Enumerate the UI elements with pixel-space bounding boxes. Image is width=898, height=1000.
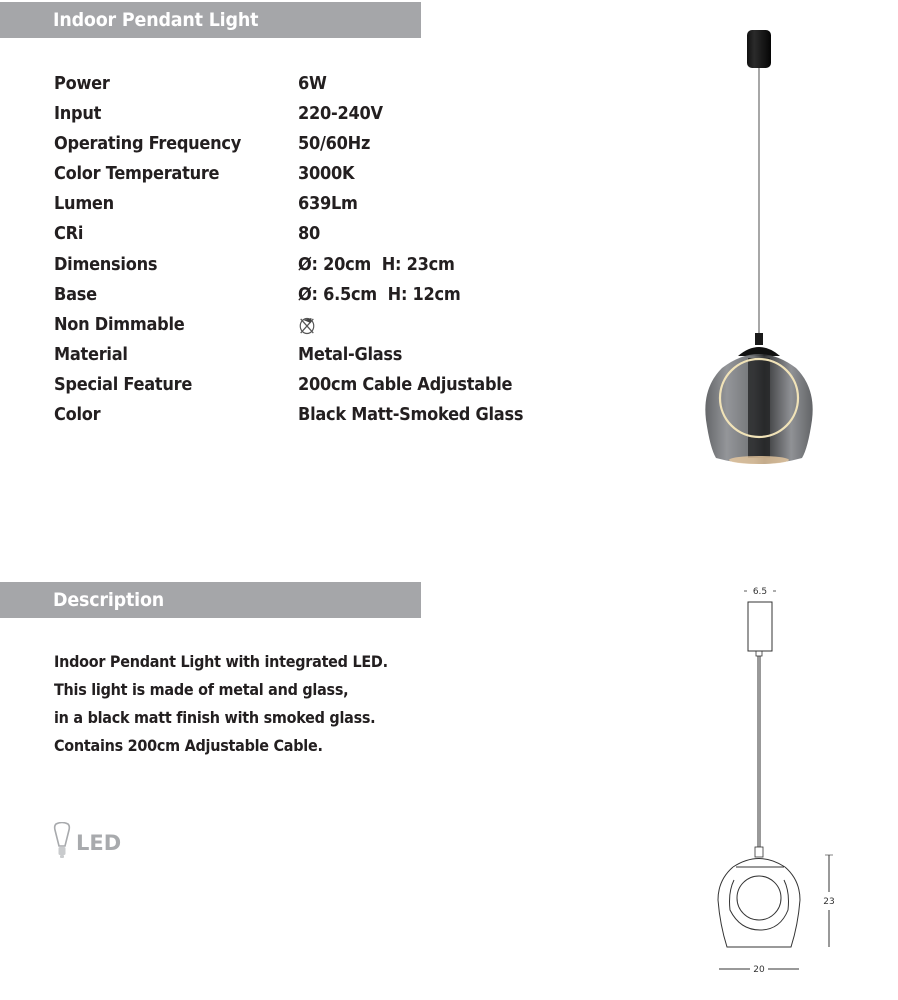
spec-value: Ø: 20cm H: 23cm xyxy=(298,253,455,275)
spec-value: 200cm Cable Adjustable xyxy=(298,373,513,395)
description-header-bar xyxy=(0,582,421,618)
spec-value: Black Matt-Smoked Glass xyxy=(298,404,524,426)
spec-value: 80 xyxy=(298,223,321,245)
bulb-icon xyxy=(52,822,72,864)
spec-header-bar xyxy=(0,2,421,38)
technical-drawing xyxy=(700,580,850,980)
product-photo xyxy=(700,28,820,478)
spec-label: CRi xyxy=(54,223,84,245)
spec-value: 220-240V xyxy=(298,103,383,125)
spec-label: Color Temperature xyxy=(54,163,220,185)
spec-label: Color xyxy=(54,404,101,426)
spec-label: Power xyxy=(54,73,110,94)
base-width-label: 6.5 xyxy=(752,587,768,597)
description-section-title: Description xyxy=(53,589,165,611)
spec-label: Lumen xyxy=(54,193,114,215)
led-badge xyxy=(52,822,121,864)
spec-label: Dimensions xyxy=(54,253,158,275)
spec-value: 50/60Hz xyxy=(298,133,371,155)
spec-label: Operating Frequency xyxy=(54,133,242,155)
spec-label: Base xyxy=(54,283,97,305)
ceiling-canopy xyxy=(747,30,771,68)
spec-value: 3000K xyxy=(298,163,355,185)
height-label: 23 xyxy=(823,897,835,907)
diameter-label: 20 xyxy=(753,965,765,975)
description-line: Contains 200cm Adjustable Cable. xyxy=(54,736,323,755)
spec-label: Special Feature xyxy=(54,373,193,395)
spec-section-title: Indoor Pendant Light xyxy=(53,9,259,31)
spec-label: Input xyxy=(54,103,102,125)
spec-label: Non Dimmable xyxy=(54,313,185,335)
spec-value: 6W xyxy=(298,73,327,94)
led-label: LED xyxy=(76,831,122,855)
description-line: This light is made of metal and glass, xyxy=(54,680,349,699)
spec-value: Ø: 6.5cm H: 12cm xyxy=(298,283,461,305)
spec-value: 639Lm xyxy=(298,193,358,215)
spec-value: Metal-Glass xyxy=(298,343,403,365)
description-text xyxy=(54,648,425,760)
spec-label: Material xyxy=(54,343,128,365)
description-line: Indoor Pendant Light with integrated LED. xyxy=(54,652,388,671)
description-line: in a black matt finish with smoked glass. xyxy=(54,708,376,727)
